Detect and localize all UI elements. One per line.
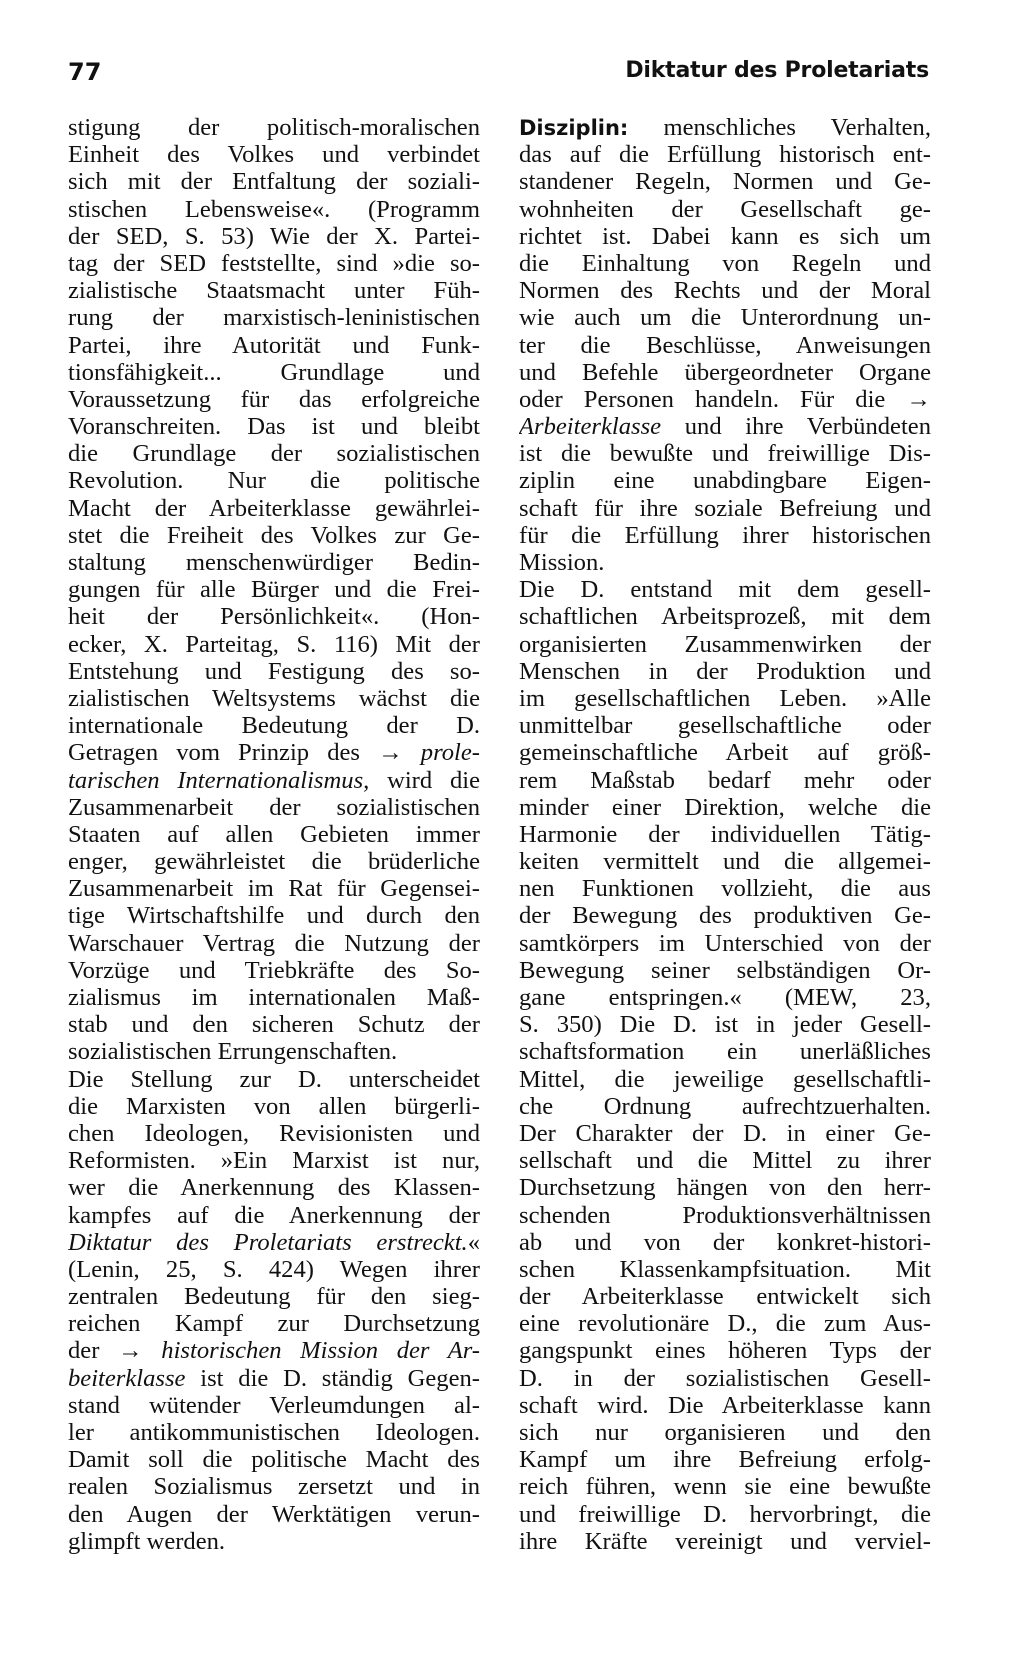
text-segment: Menschen in der Produktion und (519, 657, 931, 685)
text-segment: Die Stellung zur D. unterscheidet (68, 1065, 480, 1093)
text-line (519, 332, 931, 359)
text-line (519, 1038, 931, 1065)
text-segment: schaftlichen Arbeitsprozeß, mit dem (519, 603, 931, 631)
text-line (519, 250, 931, 277)
text-line (68, 250, 480, 277)
text-line (68, 1011, 480, 1038)
right-column (519, 114, 931, 1555)
page-header (68, 58, 929, 92)
text-segment: nen Funktionen vollzieht, die aus (519, 875, 931, 903)
text-line (519, 467, 931, 494)
text-line (519, 631, 931, 658)
running-head: Diktatur des Proletariats (625, 58, 929, 83)
text-segment: ihre Kräfte vereinigt und verviel- (519, 1527, 931, 1555)
text-line (68, 1528, 480, 1555)
text-line (519, 1283, 931, 1310)
text-line (68, 141, 480, 168)
text-line (68, 1310, 480, 1337)
text-segment: und freiwillige D. hervorbringt, die (519, 1500, 931, 1528)
text-segment: und Befehle übergeordneter Organe (519, 358, 931, 386)
text-line (68, 223, 480, 250)
text-segment: Macht der Arbeiterklasse gewährlei- (68, 494, 480, 522)
text-line (68, 413, 480, 440)
text-segment: das auf die Erfüllung historisch ent- (519, 141, 931, 169)
text-line (519, 114, 931, 141)
text-line (519, 413, 931, 440)
entry-term: Disziplin: (519, 116, 629, 140)
text-segment: Mittel, die jeweilige gesellschaftli- (519, 1065, 931, 1093)
text-line (68, 576, 480, 603)
cross-reference: historischen Mission der Ar- (161, 1337, 480, 1365)
text-segment: eine revolutionäre D., die zum Aus- (519, 1310, 931, 1338)
text-line (68, 1066, 480, 1093)
text-segment: zialismus im internationalen Maß- (68, 984, 480, 1011)
text-segment: tag der SED feststellte, sind »die so- (68, 249, 480, 277)
text-segment: samtkörpers im Unterschied von der (519, 929, 931, 957)
text-line (519, 984, 931, 1011)
text-segment: sellschaft und die Mittel zu ihrer (519, 1147, 931, 1175)
text-segment: standener Regeln, Normen und Ge- (519, 168, 931, 196)
text-segment: gane entspringen.« (MEW, 23, (519, 984, 931, 1011)
text-segment: schen Klassenkampfsituation. Mit (519, 1255, 931, 1283)
text-line (519, 930, 931, 957)
text-segment: minder einer Direktion, welche die (519, 793, 931, 821)
text-line (519, 658, 931, 685)
text-segment: oder Personen handeln. Für die → (519, 385, 931, 413)
text-line (68, 1120, 480, 1147)
text-segment: zentralen Bedeutung für den sieg- (68, 1283, 480, 1311)
text-segment: schaftsformation ein unerläßliches (519, 1038, 931, 1066)
cross-reference: tarischen Internationalismus, (68, 766, 370, 794)
text-line (68, 685, 480, 712)
text-line (68, 1283, 480, 1310)
text-segment: D. in der sozialistischen Gesell- (519, 1364, 931, 1392)
text-line (519, 1093, 931, 1120)
text-segment: stet die Freiheit des Volkes zur Ge- (68, 521, 480, 549)
text-segment: Voranschreiten. Das ist und bleibt (68, 413, 480, 441)
text-line (68, 1147, 480, 1174)
text-line (519, 685, 931, 712)
cross-reference: Arbeiterklasse (519, 413, 662, 441)
text-segment: wie auch um die Unterordnung un- (519, 304, 931, 332)
text-line (68, 712, 480, 739)
text-segment: Voraussetzung für das erfolgreiche (68, 385, 480, 413)
text-segment: ziplin eine unabdingbare Eigen- (519, 467, 931, 495)
text-segment: rem Maßstab bedarf mehr oder (519, 766, 931, 794)
text-line (519, 902, 931, 929)
text-segment: reich führen, wenn sie eine bewußte (519, 1473, 931, 1501)
text-segment: ecker, X. Parteitag, S. 116) Mit der (68, 630, 480, 658)
text-segment: chen Ideologen, Revisionisten und (68, 1119, 480, 1147)
text-line (68, 1038, 480, 1065)
cross-reference: Diktatur des Proletariats erstreckt. (68, 1228, 468, 1256)
text-segment: heit der Persönlichkeit«. (Hon- (68, 603, 480, 631)
text-segment: Damit soll die politische Macht des (68, 1446, 480, 1474)
text-line (519, 1202, 931, 1229)
text-line (519, 794, 931, 821)
text-segment: der Bewegung des produktiven Ge- (519, 902, 931, 930)
text-segment: Kampf um ihre Befreiung erfolg- (519, 1446, 931, 1474)
text-segment: rung der marxistisch-leninistischen (68, 304, 480, 332)
text-line (68, 875, 480, 902)
text-line (519, 495, 931, 522)
text-line (519, 168, 931, 195)
text-segment: Reformisten. »Ein Marxist ist nur, (68, 1147, 480, 1175)
text-segment: sozialistischen Errungenschaften. (68, 1038, 398, 1066)
text-segment: ab und von der konkret-histori- (519, 1228, 931, 1256)
text-segment: und ihre Verbündeten (661, 413, 931, 441)
text-segment: den Augen der Werktätigen verun- (68, 1500, 480, 1528)
cross-reference: beiterklasse (68, 1364, 186, 1392)
text-line (519, 603, 931, 630)
text-line (519, 576, 931, 603)
text-segment: ist die bewußte und freiwillige Dis- (519, 440, 931, 468)
text-line (68, 1229, 480, 1256)
text-segment: menschliches Verhalten, (628, 114, 931, 141)
text-segment: glimpft werden. (68, 1527, 226, 1555)
text-segment: wohnheiten der Gesellschaft ge- (519, 195, 931, 223)
text-segment: keiten vermittelt und die allgemei- (519, 848, 931, 876)
text-line (519, 821, 931, 848)
text-line (519, 196, 931, 223)
text-line (519, 1365, 931, 1392)
left-column (68, 114, 480, 1555)
text-line (68, 1093, 480, 1120)
text-line (519, 1419, 931, 1446)
text-segment: zialistische Staatsmacht unter Füh- (68, 277, 480, 305)
text-line (68, 930, 480, 957)
text-line (519, 386, 931, 413)
text-line (519, 1392, 931, 1419)
text-segment: die Einhaltung von Regeln und (519, 249, 931, 277)
text-line (68, 1419, 480, 1446)
text-line (68, 332, 480, 359)
text-line (68, 1202, 480, 1229)
text-line (68, 658, 480, 685)
text-line (68, 1501, 480, 1528)
text-segment: im gesellschaftlichen Leben. »Alle (519, 684, 931, 712)
text-line (519, 1120, 931, 1147)
text-line (68, 1446, 480, 1473)
text-segment: der SED, S. 53) Wie der X. Partei- (68, 222, 480, 250)
text-line (519, 1147, 931, 1174)
text-segment: schaft für ihre soziale Befreiung und (519, 494, 931, 522)
text-segment: Staaten auf allen Gebieten immer (68, 820, 480, 848)
text-line (519, 1229, 931, 1256)
text-line (519, 223, 931, 250)
text-line (519, 440, 931, 467)
text-segment: Partei, ihre Autorität und Funk- (68, 331, 480, 359)
text-segment: Der Charakter der D. in einer Ge- (519, 1119, 931, 1147)
text-line (68, 549, 480, 576)
text-segment: schenden Produktionsverhältnissen (519, 1201, 931, 1229)
text-segment: che Ordnung aufrechtzuerhalten. (519, 1092, 931, 1120)
text-segment: gangspunkt eines höheren Typs der (519, 1337, 931, 1365)
text-segment: wer die Anerkennung des Klassen- (68, 1174, 480, 1202)
text-segment: tionsfähigkeit... Grundlage und (68, 358, 480, 386)
text-segment: die Grundlage der sozialistischen (68, 440, 480, 468)
text-line (68, 902, 480, 929)
text-line (68, 1365, 480, 1392)
text-line (519, 1446, 931, 1473)
text-line (68, 495, 480, 522)
text-line (68, 1473, 480, 1500)
text-line (68, 304, 480, 331)
text-segment: enger, gewährleistet die brüderliche (68, 848, 480, 876)
text-segment: Zusammenarbeit im Rat für Gegensei- (68, 875, 480, 903)
text-segment: Durchsetzung hängen von den herr- (519, 1174, 931, 1202)
text-line (68, 467, 480, 494)
text-line (68, 277, 480, 304)
text-line (519, 1011, 931, 1038)
text-line (68, 196, 480, 223)
text-line (68, 794, 480, 821)
page-number: 77 (68, 58, 102, 86)
text-line (519, 549, 931, 576)
text-line (519, 1528, 931, 1555)
text-line (68, 114, 480, 141)
text-line (68, 522, 480, 549)
text-segment: Normen des Rechts und der Moral (519, 277, 931, 305)
text-line (68, 1256, 480, 1283)
text-segment: gemeinschaftliche Arbeit auf größ- (519, 739, 931, 767)
text-segment: stab und den sicheren Schutz der (68, 1011, 480, 1039)
text-line (519, 522, 931, 549)
text-segment: realen Sozialismus zersetzt und in (68, 1473, 480, 1501)
text-segment: Die D. entstand mit dem gesell- (519, 576, 931, 604)
text-segment: Vorzüge und Triebkräfte des So- (68, 956, 480, 984)
text-segment: ler antikommunistischen Ideologen. (68, 1419, 480, 1446)
text-segment: für die Erfüllung ihrer historischen (519, 521, 931, 549)
text-segment: ist die D. ständig Gegen- (185, 1364, 480, 1392)
text-segment: sich mit der Entfaltung der soziali- (68, 168, 480, 196)
text-segment: Harmonie der individuellen Tätig- (519, 820, 931, 848)
text-line (519, 277, 931, 304)
text-line (68, 359, 480, 386)
text-segment: staltung menschenwürdiger Bedin- (68, 549, 480, 576)
text-line (519, 359, 931, 386)
text-segment: stand wütender Verleumdungen al- (68, 1391, 480, 1419)
text-line (68, 821, 480, 848)
text-segment: der → (68, 1337, 162, 1365)
text-segment: internationale Bedeutung der D. (68, 712, 480, 740)
text-segment: schaft wird. Die Arbeiterklasse kann (519, 1391, 931, 1419)
text-line (519, 1066, 931, 1093)
cross-reference: prole- (420, 739, 480, 767)
text-line (519, 304, 931, 331)
text-line (68, 848, 480, 875)
text-segment: organisierten Zusammenwirken der (519, 630, 931, 658)
text-segment: richtet ist. Dabei kann es sich um (519, 222, 931, 250)
text-segment: gungen für alle Bürger und die Frei- (68, 576, 480, 604)
text-line (519, 141, 931, 168)
text-line (68, 739, 480, 766)
text-segment: sich nur organisieren und den (519, 1419, 931, 1446)
text-segment: der Arbeiterklasse entwickelt sich (519, 1283, 931, 1311)
text-segment: Einheit des Volkes und verbindet (68, 141, 480, 169)
text-segment: kampfes auf die Anerkennung der (68, 1201, 480, 1229)
text-segment: (Lenin, 25, S. 424) Wegen ihrer (68, 1255, 480, 1283)
text-segment: reichen Kampf zur Durchsetzung (68, 1310, 480, 1338)
text-line (519, 848, 931, 875)
text-segment: unmittelbar gesellschaftliche oder (519, 712, 931, 740)
text-line (519, 1473, 931, 1500)
text-segment: stigung der politisch-moralischen (68, 114, 480, 141)
text-line (68, 767, 480, 794)
text-segment: Bewegung seiner selbständigen Or- (519, 956, 931, 984)
text-line (519, 767, 931, 794)
text-line (68, 984, 480, 1011)
text-line (519, 739, 931, 766)
text-segment: Getragen vom Prinzip des → (68, 739, 421, 767)
text-segment: S. 350) Die D. ist in jeder Gesell- (519, 1011, 931, 1039)
text-line (519, 1501, 931, 1528)
text-segment: Warschauer Vertrag die Nutzung der (68, 929, 480, 957)
text-line (519, 1256, 931, 1283)
text-line (519, 875, 931, 902)
text-line (68, 440, 480, 467)
text-line (519, 712, 931, 739)
text-line (519, 1310, 931, 1337)
text-line (68, 168, 480, 195)
text-segment: Zusammenarbeit der sozialistischen (68, 793, 480, 821)
text-segment: stischen Lebensweise«. (Programm (68, 195, 480, 223)
text-segment: « (467, 1228, 480, 1256)
text-line (68, 1337, 480, 1364)
text-segment: die Marxisten von allen bürgerli- (68, 1092, 480, 1120)
text-segment: wird die (369, 766, 480, 794)
text-line (68, 603, 480, 630)
text-line (519, 957, 931, 984)
text-line (68, 386, 480, 413)
text-line (68, 957, 480, 984)
text-segment: Revolution. Nur die politische (68, 467, 480, 495)
text-segment: Entstehung und Festigung des so- (68, 657, 480, 685)
text-segment: zialistischen Weltsystems wächst die (68, 684, 480, 712)
text-line (519, 1174, 931, 1201)
text-line (68, 1174, 480, 1201)
text-line (519, 1337, 931, 1364)
text-segment: tige Wirtschaftshilfe und durch den (68, 902, 480, 930)
text-line (68, 631, 480, 658)
text-segment: ter die Beschlüsse, Anweisungen (519, 331, 931, 359)
text-segment: Mission. (519, 549, 605, 576)
text-line (68, 1392, 480, 1419)
